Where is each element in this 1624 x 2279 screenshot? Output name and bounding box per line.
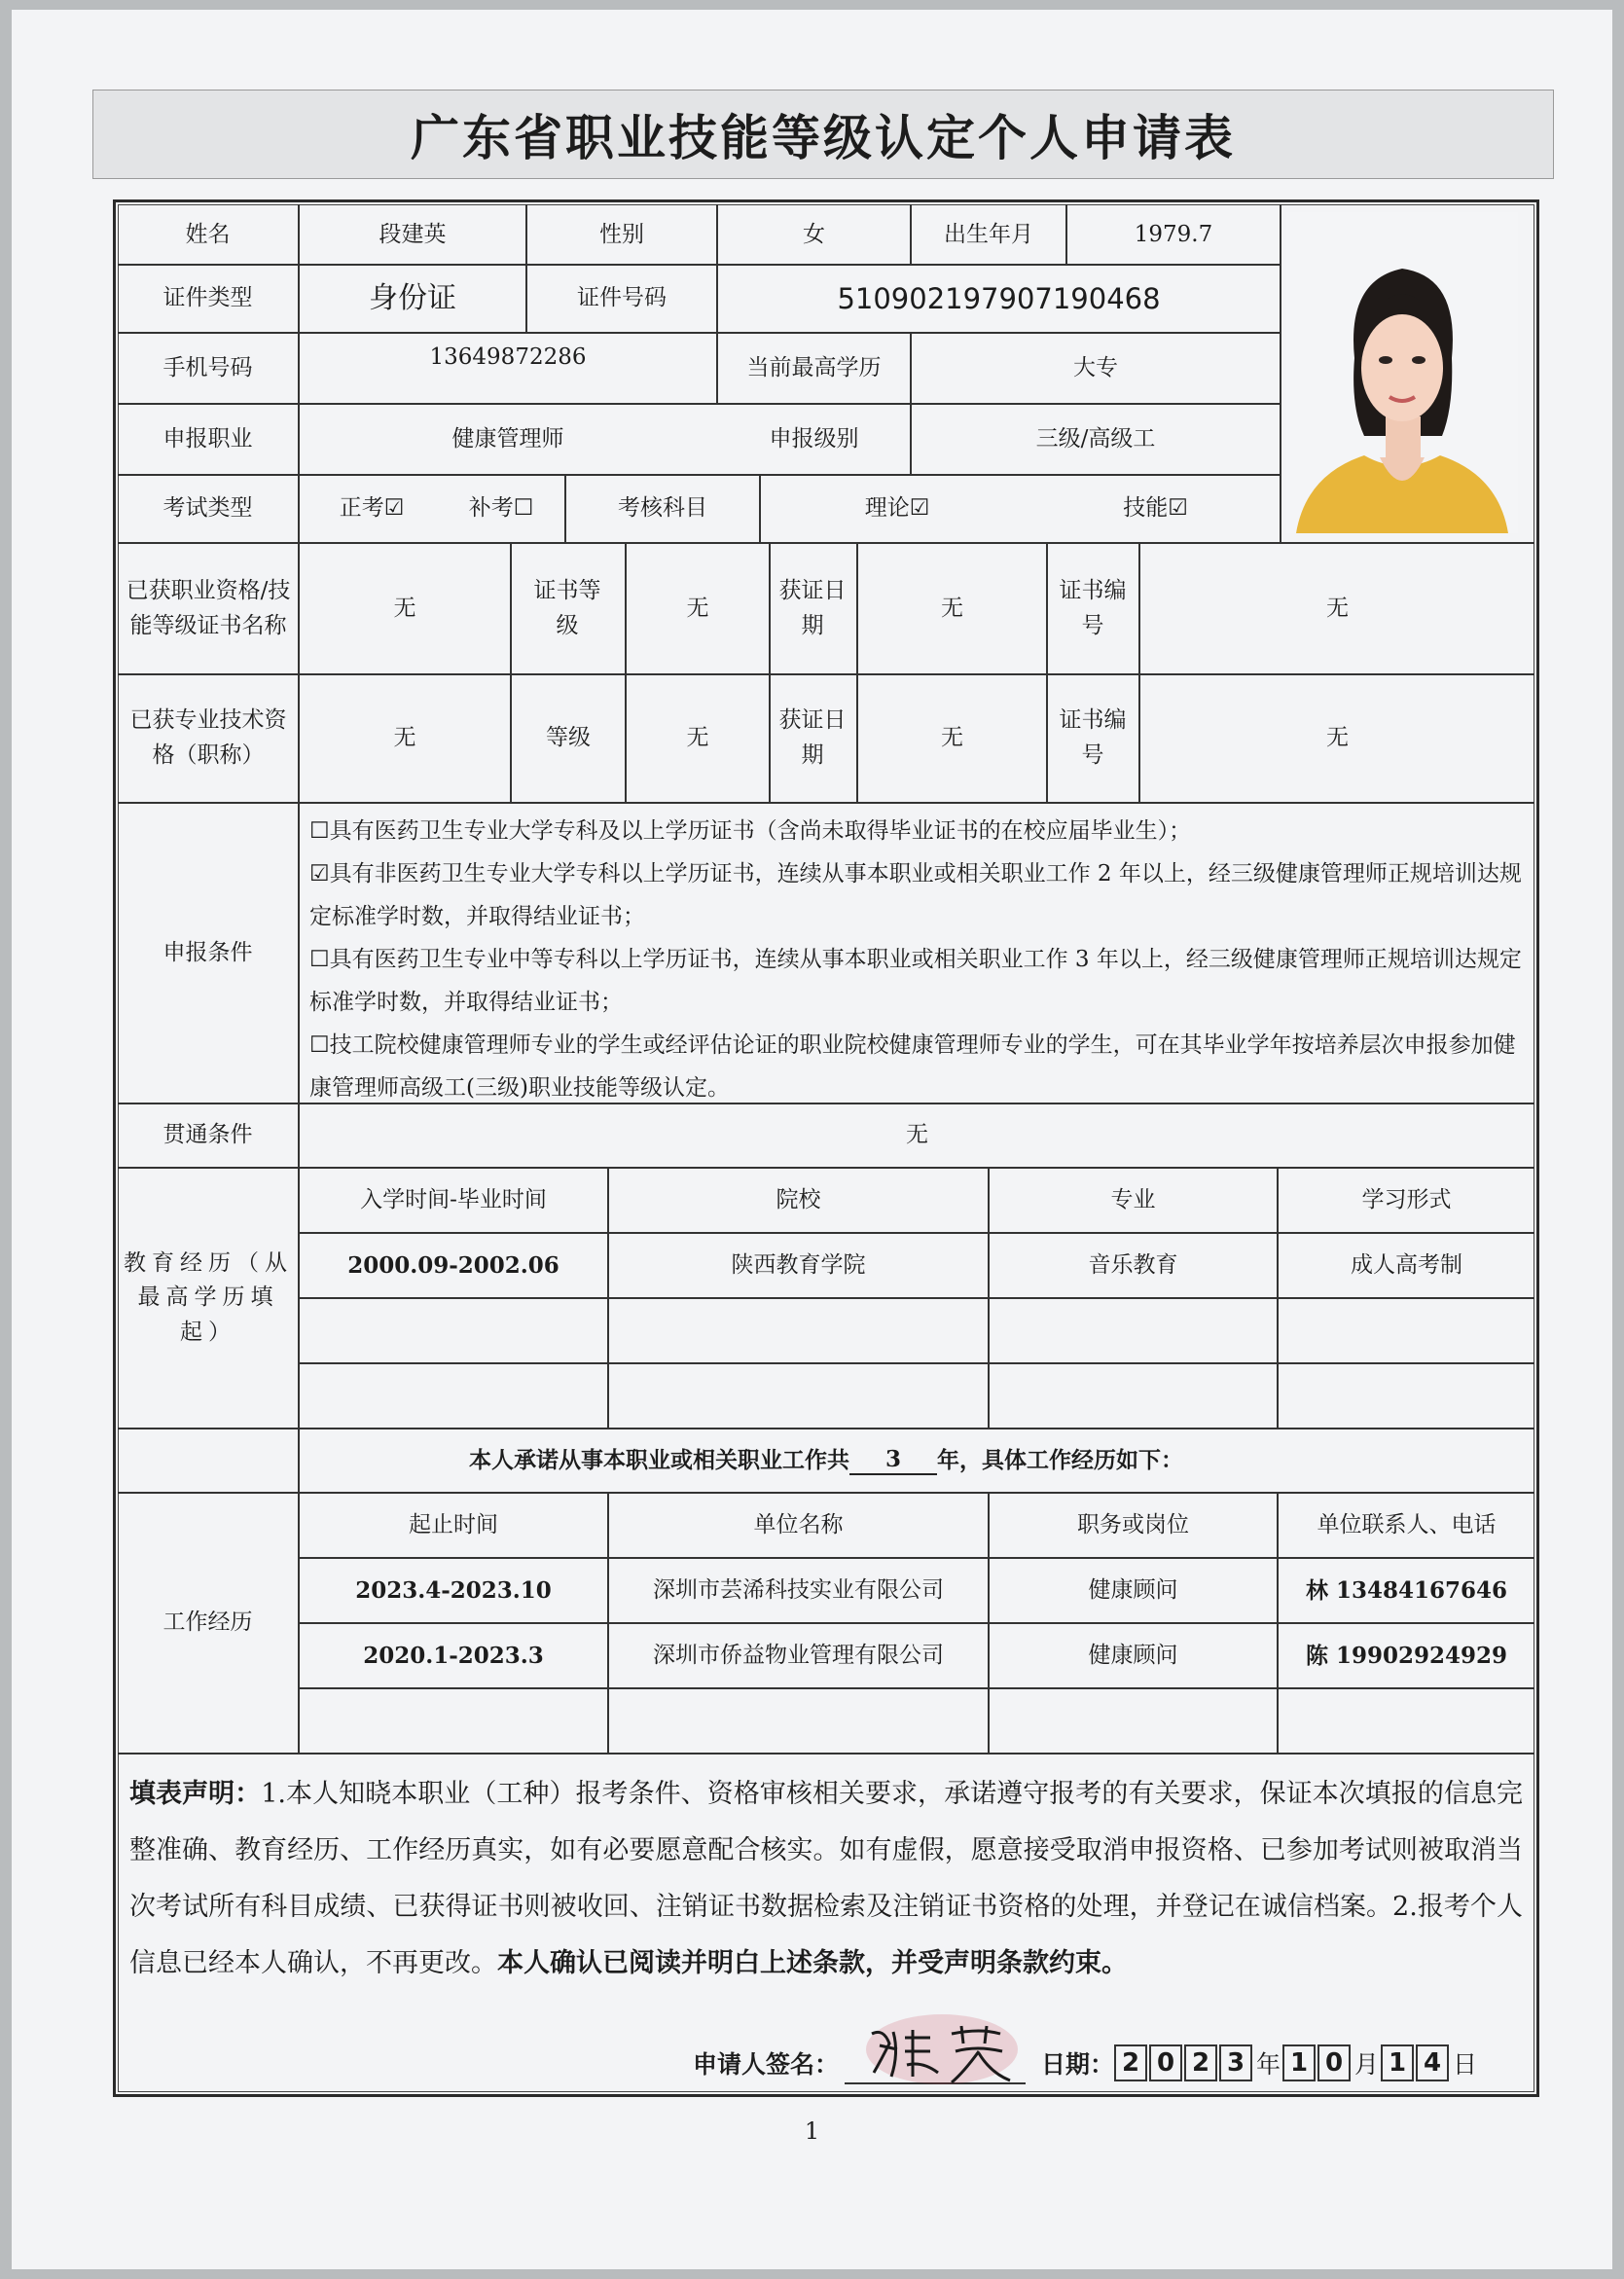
handwritten-signature: [854, 2005, 1029, 2090]
date-field: [1041, 2042, 1477, 2084]
rule: [118, 1753, 1534, 1754]
declaration: [129, 1766, 1523, 1992]
work-row2-contact: 陈 19902924929: [1305, 1642, 1508, 1669]
label-cert1: 已获职业资格/技能等级证书名称: [126, 577, 291, 638]
edu-row1-major: 音乐教育: [1088, 1251, 1178, 1278]
value-cert2-name: 无: [393, 725, 416, 751]
date-month-unit: 月: [1354, 2050, 1380, 2079]
form-title: 广东省职业技能等级认定个人申请表: [411, 110, 1236, 166]
value-occupation: 健康管理师: [451, 425, 564, 452]
work-header-company: 单位名称: [753, 1511, 844, 1537]
declaration-body: 1.本人知晓本职业（工种）报考条件、资格审核相关要求，承诺遵守报考的有关要求，保证本次填报的信息完整准确、教育经历、工作经历真实，如有必要愿意配合核实。如有虚假，愿意接受取消申报资格、已参加考试则被取消当次考试所有科目成绩、已获得证书则被收回、注销证书数据检索及注销证书资格的处理，并登记在诚信档案。2.报考个人信息已经本人确认，不再更改。: [129, 1779, 1523, 1978]
date-year-digit[interactable]: 0: [1149, 2044, 1182, 2081]
exam-theory-checkbox[interactable]: 理论☑: [864, 495, 930, 522]
signature-label: 申请人签名：: [693, 2050, 840, 2079]
edu-header-period: 入学时间-毕业时间: [360, 1186, 547, 1212]
value-id-number: 510902197907190468: [837, 281, 1161, 315]
label-birth: 出生年月: [944, 221, 1033, 247]
value-cert2-number: 无: [1326, 725, 1349, 751]
label-cert1-date: 获证日期: [778, 577, 847, 638]
label-conditions: 申报条件: [162, 939, 253, 965]
condition-item-2[interactable]: ☑具有非医药卫生专业大学专科以上学历证书，连续从事本职业或相关职业工作 2 年以上，经三级健康管理师正规培训达规定标准学时数，并取得结业证书；: [309, 861, 1522, 929]
value-phone: 13649872286: [429, 344, 587, 371]
rule: [298, 1687, 1534, 1689]
label-gender: 性别: [599, 221, 644, 247]
value-cert1-name: 无: [393, 595, 416, 621]
label-level: 申报级别: [769, 425, 859, 452]
date-day-digit[interactable]: 4: [1416, 2044, 1449, 2081]
conditions-list: [309, 810, 1526, 1109]
exam-regular-checkbox[interactable]: 正考☑: [339, 495, 405, 522]
label-cert1-grade: 证书等级: [533, 577, 601, 638]
declaration-heading: 填表声明：: [129, 1779, 262, 1809]
declaration-tail: 本人确认已阅读并明白上述条款，并受声明条款约束。: [497, 1948, 1128, 1978]
condition-item-3[interactable]: ☐具有医药卫生专业中等专科以上学历证书，连续从事本职业或相关职业工作 3 年以上，经三级健康管理师正规培训达规定标准学时数，并取得结业证书；: [309, 947, 1522, 1015]
work-commitment: [118, 1429, 1534, 1492]
value-cert2-grade: 无: [686, 725, 709, 751]
applicant-photo: [1286, 212, 1518, 533]
label-exam-subjects: 考核科目: [618, 495, 707, 522]
date-month-digit[interactable]: 1: [1282, 2044, 1316, 2081]
form-title-bar: [92, 90, 1554, 179]
value-cert1-date: 无: [941, 595, 963, 621]
label-transfer: 贯通条件: [162, 1122, 253, 1148]
work-row2-position: 健康顾问: [1088, 1642, 1178, 1668]
work-row1-contact: 林 13484167646: [1305, 1576, 1508, 1604]
edu-row1-school: 陕西教育学院: [731, 1251, 866, 1278]
rule: [1046, 542, 1048, 802]
date-year-unit: 年: [1256, 2050, 1281, 2079]
date-day-digit[interactable]: 1: [1381, 2044, 1414, 2081]
page-number: 1: [804, 2117, 820, 2145]
commitment-suffix: 年，具体工作经历如下：: [937, 1447, 1183, 1474]
portrait-image: [1286, 212, 1518, 533]
label-work: 工作经历: [162, 1610, 253, 1636]
value-edu-level: 大专: [1073, 354, 1118, 380]
work-header-period: 起止时间: [409, 1511, 498, 1537]
label-phone: 手机号码: [162, 354, 253, 380]
label-cert1-number: 证书编号: [1059, 577, 1127, 638]
work-row2-company: 深圳市侨益物业管理有限公司: [653, 1642, 944, 1668]
label-cert2-date: 获证日期: [778, 707, 847, 768]
work-header-contact: 单位联系人、电话: [1317, 1511, 1497, 1537]
rule: [769, 542, 771, 802]
condition-item-4[interactable]: ☐技工院校健康管理师专业的学生或经评估论证的职业院校健康管理师专业的学生，可在其毕业学年按培养层次申报参加健康管理师高级工(三级)职业技能等级认定。: [309, 1032, 1516, 1101]
label-exam-type: 考试类型: [162, 495, 253, 522]
work-row2-period: 2020.1-2023.3: [363, 1642, 544, 1669]
label-name: 姓名: [185, 221, 231, 247]
value-level: 三级/高级工: [1035, 425, 1156, 452]
edu-row1-mode: 成人高考制: [1351, 1251, 1462, 1278]
value-id-type: 身份证: [369, 280, 456, 315]
condition-item-1[interactable]: ☐具有医药卫生专业大学专科及以上学历证书（含尚未取得毕业证书的在校应届毕业生）；: [309, 818, 1192, 844]
value-cert1-number: 无: [1326, 595, 1349, 621]
rule: [298, 1297, 1534, 1299]
exam-makeup-checkbox[interactable]: 补考☐: [468, 495, 534, 522]
work-row1-position: 健康顾问: [1088, 1576, 1178, 1603]
date-day-unit: 日: [1453, 2050, 1478, 2079]
work-row1-company: 深圳市芸浠科技实业有限公司: [653, 1576, 944, 1603]
commitment-prefix: 本人承诺从事本职业或相关职业工作共: [469, 1447, 849, 1474]
date-label: 日期：: [1041, 2050, 1115, 2079]
label-occupation: 申报职业: [162, 425, 253, 452]
rule: [1280, 204, 1281, 542]
label-education: 教育经历（从最高学历填起）: [124, 1249, 293, 1345]
value-gender: 女: [803, 221, 825, 247]
edu-header-school: 院校: [776, 1186, 821, 1212]
rule: [118, 802, 1534, 804]
work-header-position: 职务或岗位: [1077, 1511, 1189, 1537]
label-id-type: 证件类型: [162, 285, 253, 311]
edu-header-mode: 学习形式: [1361, 1186, 1452, 1212]
date-month-digit[interactable]: 0: [1317, 2044, 1351, 2081]
date-year-digit[interactable]: 3: [1219, 2044, 1252, 2081]
value-cert2-date: 无: [941, 725, 963, 751]
value-cert1-grade: 无: [686, 595, 709, 621]
label-cert2-number: 证书编号: [1059, 707, 1127, 768]
label-id-number: 证件号码: [577, 285, 667, 311]
label-cert2: 已获专业技术资格（职称）: [129, 707, 287, 768]
edu-header-major: 专业: [1110, 1186, 1156, 1212]
value-transfer: 无: [906, 1122, 928, 1148]
value-name: 段建英: [379, 221, 447, 247]
label-edu-level: 当前最高学历: [746, 354, 882, 380]
rule: [298, 1362, 1534, 1364]
date-year-digit[interactable]: 2: [1114, 2044, 1147, 2081]
commitment-years: 3: [849, 1446, 937, 1475]
label-cert2-grade: 等级: [546, 725, 591, 751]
value-birth: 1979.7: [1134, 221, 1213, 247]
date-year-digit[interactable]: 2: [1184, 2044, 1217, 2081]
work-row1-period: 2023.4-2023.10: [355, 1576, 552, 1604]
exam-skill-checkbox[interactable]: 技能☑: [1123, 495, 1188, 522]
edu-row1-period: 2000.09-2002.06: [347, 1251, 559, 1279]
